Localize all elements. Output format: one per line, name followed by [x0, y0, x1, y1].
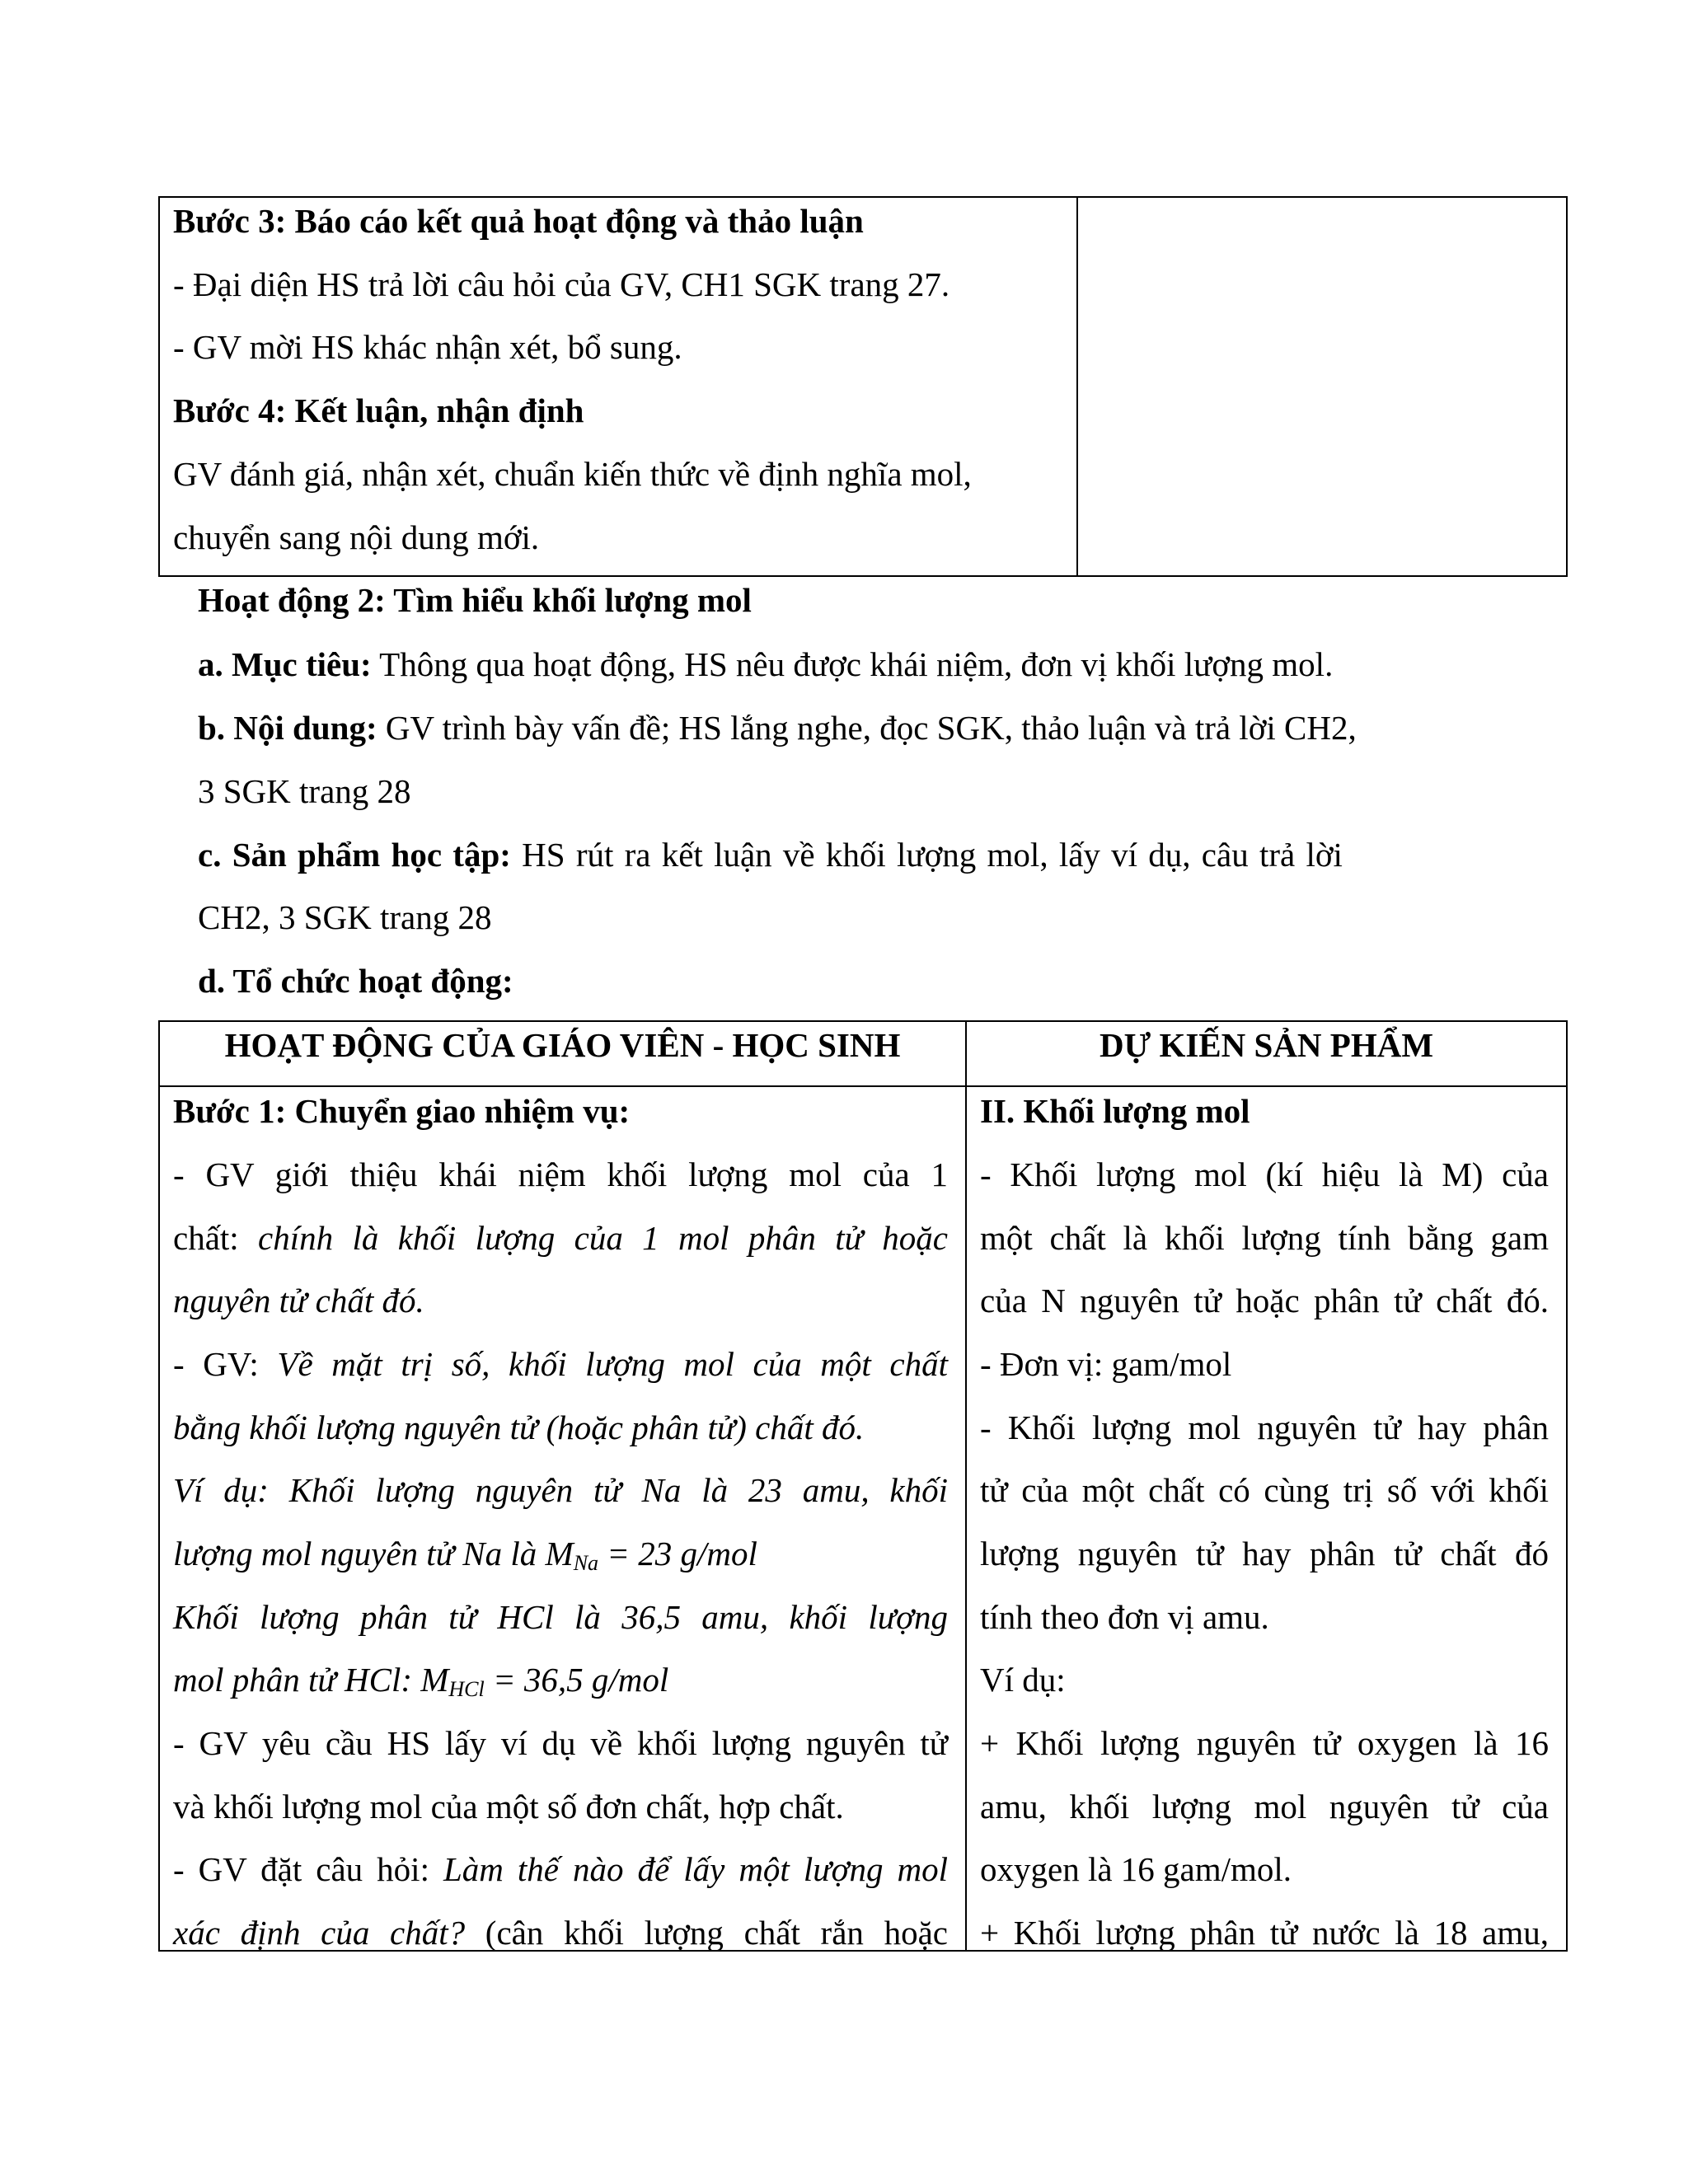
content-line-2: 3 SGK trang 28 — [198, 772, 411, 810]
right-line-8: tính theo đơn vị amu. — [980, 1598, 1269, 1636]
left-line-9-b: = 36,5 g/mol — [484, 1661, 669, 1699]
left-line-3: nguyên tử chất đó. — [173, 1282, 424, 1319]
left-line-9-sub: HCl — [448, 1677, 485, 1701]
objective-text: Thông qua hoạt động, HS nêu được khái niệm, đơn vị khối lượng mol. — [371, 645, 1334, 683]
objective-line — [198, 644, 1333, 685]
left-line-4 — [173, 1343, 948, 1385]
content-line-1 — [198, 707, 1357, 748]
left-line-7-a: lượng mol nguyên tử Na là M — [173, 1535, 574, 1572]
left-line-7 — [173, 1533, 757, 1584]
right-line-9: Ví dụ: — [980, 1661, 1066, 1699]
step4-line-1: GV đánh giá, nhận xét, chuẩn kiến thức về định nghĩa mol, — [173, 455, 972, 493]
table-2-header-divider — [158, 1085, 1568, 1087]
objective-label: a. Mục tiêu: — [198, 645, 372, 683]
step3-line-1: - Đại diện HS trả lời câu hỏi của GV, CH1 SGK trang 27. — [173, 265, 950, 303]
right-line-2: một chất là khối lượng tính bằng gam — [980, 1219, 1549, 1257]
product-label: c. Sản phẩm học tập: — [198, 836, 511, 874]
left-line-2-a: chất: — [173, 1219, 259, 1257]
table-2-header-left: HOẠT ĐỘNG CỦA GIÁO VIÊN - HỌC SINH — [224, 1026, 901, 1064]
right-line-3: của N nguyên tử hoặc phân tử chất đó. — [980, 1282, 1549, 1319]
left-line-9-a: mol phân tử HCl: M — [173, 1661, 449, 1699]
content-label: b. Nội dung: — [198, 709, 377, 747]
table-2-column-divider — [965, 1020, 967, 1952]
step3-heading: Bước 3: Báo cáo kết quả hoạt động và thảo luận — [173, 202, 864, 240]
left-line-7-sub: Na — [573, 1551, 599, 1575]
left-line-9 — [173, 1659, 668, 1710]
left-line-6: Ví dụ: Khối lượng nguyên tử Na là 23 amu, khối — [173, 1471, 948, 1509]
content-text: GV trình bày vấn đề; HS lắng nghe, đọc SGK, thảo luận và trả lời CH2, — [377, 709, 1357, 747]
left-line-13-b: (cân khối lượng chất rắn hoặc — [465, 1914, 948, 1952]
left-line-10: - GV yêu cầu HS lấy ví dụ về khối lượng nguyên tử — [173, 1724, 948, 1762]
product-line-2: CH2, 3 SGK trang 28 — [198, 898, 492, 936]
left-line-7-b: = 23 g/mol — [598, 1535, 757, 1572]
left-line-12-a: - GV đặt câu hỏi: — [173, 1850, 443, 1888]
left-line-8: Khối lượng phân tử HCl là 36,5 amu, khối lượng — [173, 1598, 948, 1636]
activity-2-title: Hoạt động 2: Tìm hiểu khối lượng mol — [198, 581, 752, 619]
right-line-6: tử của một chất có cùng trị số với khối — [980, 1471, 1549, 1509]
right-line-5: - Khối lượng mol nguyên tử hay phân — [980, 1408, 1549, 1446]
left-line-13 — [173, 1912, 948, 1953]
right-line-7: lượng nguyên tử hay phân tử chất đó — [980, 1535, 1549, 1572]
left-line-2 — [173, 1217, 948, 1258]
left-line-11: và khối lượng mol của một số đơn chất, hợp chất. — [173, 1788, 844, 1825]
right-line-12: oxygen là 16 gam/mol. — [980, 1850, 1292, 1888]
left-line-5: bằng khối lượng nguyên tử (hoặc phân tử) chất đó. — [173, 1408, 865, 1446]
left-line-12-b: Làm thế nào để lấy một lượng mol — [443, 1850, 948, 1888]
table-1-column-divider — [1076, 196, 1078, 577]
right-heading: II. Khối lượng mol — [980, 1092, 1250, 1130]
left-line-2-b: chính là khối lượng của 1 mol phân tử hoặc — [258, 1219, 948, 1257]
step1-heading: Bước 1: Chuyển giao nhiệm vụ: — [173, 1092, 631, 1130]
right-line-11: amu, khối lượng mol nguyên tử của — [980, 1788, 1549, 1825]
left-line-1: - GV giới thiệu khái niệm khối lượng mol của 1 — [173, 1155, 948, 1193]
step3-line-2: - GV mời HS khác nhận xét, bổ sung. — [173, 328, 682, 366]
step4-line-2: chuyển sang nội dung mới. — [173, 518, 540, 556]
table-2-header-right: DỰ KIẾN SẢN PHẨM — [1099, 1026, 1434, 1064]
left-line-4-a: - GV: — [173, 1345, 278, 1383]
product-line-1 — [198, 834, 1343, 875]
product-text: HS rút ra kết luận về khối lượng mol, lấy ví dụ, câu trả lời — [510, 836, 1343, 874]
organization-label: d. Tổ chức hoạt động: — [198, 962, 513, 1000]
right-line-13: + Khối lượng phân tử nước là 18 amu, — [980, 1914, 1549, 1952]
left-line-4-b: Về mặt trị số, khối lượng mol của một chất — [277, 1345, 948, 1383]
right-line-4: - Đơn vị: gam/mol — [980, 1345, 1232, 1383]
step4-heading: Bước 4: Kết luận, nhận định — [173, 391, 584, 429]
left-line-13-a: xác định của chất? — [173, 1914, 466, 1952]
left-line-12 — [173, 1849, 948, 1890]
right-line-1: - Khối lượng mol (kí hiệu là M) của — [980, 1155, 1549, 1193]
right-line-10: + Khối lượng nguyên tử oxygen là 16 — [980, 1724, 1549, 1762]
